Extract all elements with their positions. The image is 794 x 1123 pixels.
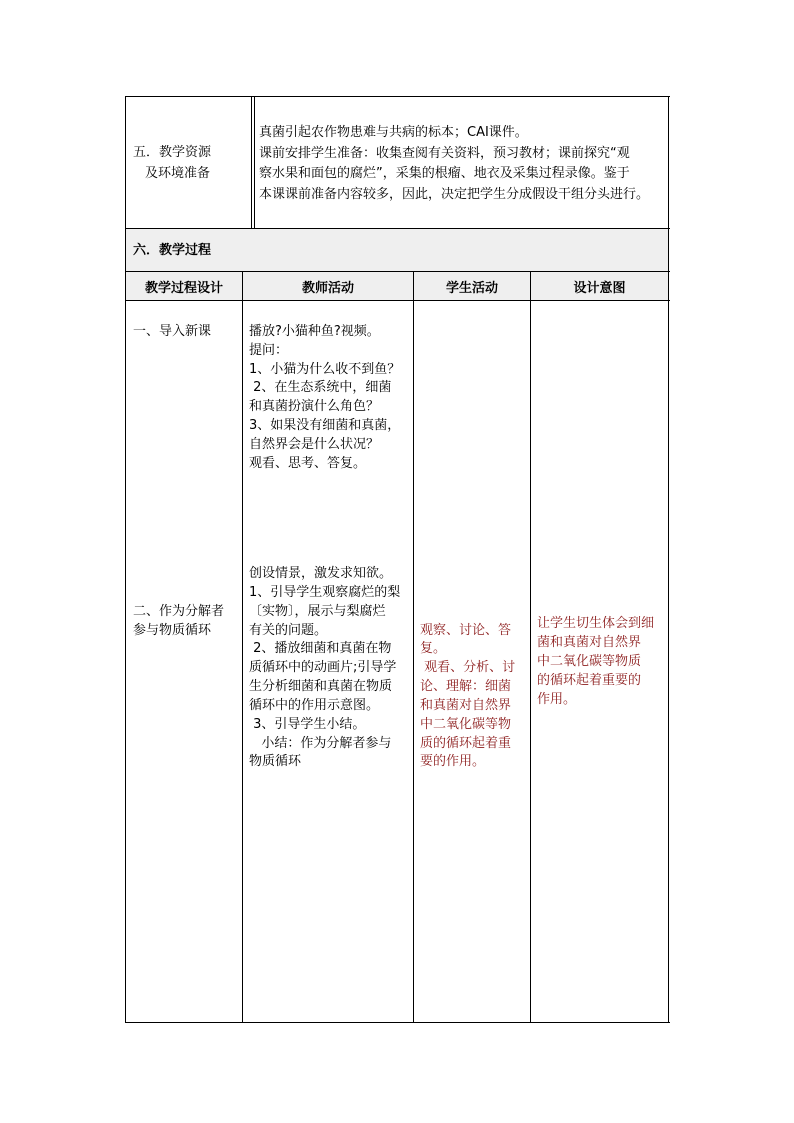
step1-teacher-line: 提问： xyxy=(249,343,289,358)
step2-teacher-line: 生分析细菌和真菌在物质 xyxy=(249,679,393,694)
step2-teacher-line: 循环中的作用示意图。 xyxy=(249,698,380,713)
table-border-bottom xyxy=(125,1022,670,1023)
row-line-after-headers xyxy=(125,300,670,301)
step2-intent-line: 菌和真菌对自然界 xyxy=(537,635,642,650)
step2-teacher-line: 有关的问题。 xyxy=(249,623,328,638)
section5-content-line1: 真菌引起农作物患难与共病的标本；CAI课件。 xyxy=(259,125,528,140)
row-line-after-section5 xyxy=(125,228,670,229)
step1-teacher-line: 自然界会是什么状况？ xyxy=(249,437,380,452)
step2-student-line: 和真菌对自然界 xyxy=(420,698,512,713)
section5-label-line2: 及环境准备 xyxy=(145,166,211,181)
step2-student-line: 复。 xyxy=(420,641,447,656)
step1-teacher-line: 播放?小猫种鱼?视频。 xyxy=(249,324,380,339)
step2-student-line: 中二氧化碳等物 xyxy=(420,717,512,732)
step2-student-line: 观察、讨论、答 xyxy=(420,623,512,638)
section5-label-line1: 五．教学资源 xyxy=(133,145,212,160)
step2-intent-line: 让学生切生体会到细 xyxy=(537,616,655,631)
step1-teacher-line: 2、在生态系统中，细菌 xyxy=(249,380,392,395)
step2-teacher-line: 〔实物〕，展示与梨腐烂 xyxy=(249,604,386,619)
table-border-left xyxy=(125,96,126,1023)
step1-teacher-line: 观看、思考、答复。 xyxy=(249,456,367,471)
section5-content-line2: 课前安排学生准备：收集查阅有关资料，预习教材；课前探究“观 xyxy=(259,146,630,161)
step2-teacher-line: 物质循环 xyxy=(249,754,302,769)
step2-intent-line: 的循环起着重要的 xyxy=(537,673,642,688)
section5-divider-a xyxy=(251,96,252,228)
section5-content-line3: 察水果和面包的腐烂”，采集的根瘤、地衣及采集过程录像。鉴于 xyxy=(259,166,630,181)
table-border-top xyxy=(125,96,670,97)
section5-divider-b xyxy=(254,96,255,228)
step1-label: 一、导入新课 xyxy=(133,324,212,339)
step2-student-line: 观看、分析、讨 xyxy=(420,660,516,675)
step2-teacher-line: 质循环中的动画片;引导学 xyxy=(249,660,397,675)
column-header-intent: 设计意图 xyxy=(573,281,626,296)
section5-content-line4: 本课课前准备内容较多，因此，决定把学生分成假设干组分头进行。 xyxy=(259,187,650,202)
step1-teacher-line: 3、如果没有细菌和真菌， xyxy=(249,418,401,433)
step2-label-line1: 二、作为分解者 xyxy=(133,604,225,619)
step2-intent-line: 作用。 xyxy=(537,692,577,707)
step2-student-line: 要的作用。 xyxy=(420,754,486,769)
step2-teacher-line: 3、引导学生小结。 xyxy=(249,717,366,732)
column-header-teacher: 教师活动 xyxy=(301,281,354,296)
column-divider-1 xyxy=(242,271,243,1023)
column-header-design: 教学过程设计 xyxy=(144,281,223,296)
column-divider-3 xyxy=(530,271,531,1023)
step1-teacher-line: 和真菌扮演什么角色？ xyxy=(249,399,380,414)
step2-teacher-line: 小结：作为分解者参与 xyxy=(249,736,392,751)
step2-student-line: 论、理解：细菌 xyxy=(420,679,512,694)
step2-label-line2: 参与物质循环 xyxy=(133,623,212,638)
step2-teacher-line: 1、引导学生观察腐烂的梨 xyxy=(249,585,401,600)
step1-teacher-line: 1、小猫为什么收不到鱼？ xyxy=(249,362,401,377)
column-divider-2 xyxy=(413,271,414,1023)
step2-student-line: 质的循环起着重 xyxy=(420,736,512,751)
column-header-student: 学生活动 xyxy=(445,281,498,296)
step2-teacher-line: 创设情景，激发求知欲。 xyxy=(249,566,393,581)
row-line-after-section6 xyxy=(125,271,670,272)
step2-intent-line: 中二氧化碳等物质 xyxy=(537,654,642,669)
step2-teacher-line: 2、播放细菌和真菌在物 xyxy=(249,641,392,656)
table-border-right xyxy=(668,96,669,1023)
section6-title: 六．教学过程 xyxy=(133,243,212,258)
